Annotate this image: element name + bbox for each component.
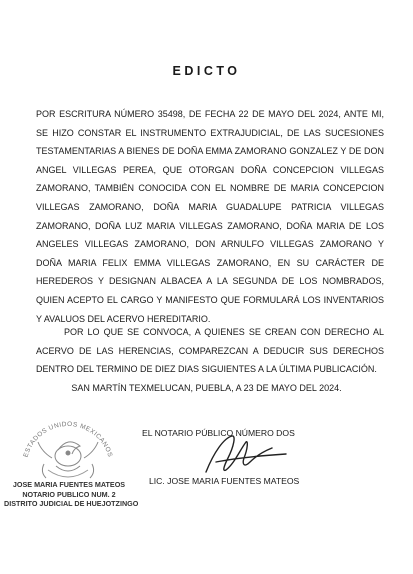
seal-arc-text: ESTADOS UNIDOS MEXICANOS [22, 420, 114, 459]
seal-line-name: JOSE MARIA FUENTES MATEOS [12, 480, 126, 489]
notary-title: EL NOTARIO PÚBLICO NÚMERO DOS [142, 428, 295, 438]
seal-line-office: NOTARIO PUBLICO NUM. 2 [22, 489, 116, 499]
place-and-date: SAN MARTÍN TEXMELUCAN, PUEBLA, A 23 DE MAYO DEL 2024. [71, 383, 342, 393]
document-title: EDICTO [172, 64, 241, 78]
mexican-coat-of-arms-icon [38, 442, 98, 478]
paragraph-summons: POR LO QUE SE CONVOCA, A QUIENES SE CREAN CON DERECHO AL ACERVO DE LAS HERENCIAS, COMPAREZCAN A DEDUCIR SUS DERECHOS DENTRO DEL TERMINO DE DIEZ DIAS SIGUIENTES A LA ÚLTIMA PUBLICACIÓN. [36, 327, 384, 375]
handwritten-signature [176, 432, 316, 480]
seal-line-district: DISTRITO JUDICIAL DE HUEJOTZINGO [4, 499, 139, 508]
notary-name: LIC. JOSE MARIA FUENTES MATEOS [149, 476, 300, 486]
seal-text-block [4, 480, 139, 509]
paragraph-deed: POR ESCRITURA NÚMERO 35498, DE FECHA 22 DE MAYO DEL 2024, ANTE MI, SE HIZO CONSTAR EL INSTRUMENTO EXTRAJUDICIAL, DE LAS SUCESIONES TESTAMENTARIAS A BIENES DE DOÑA EMMA ZAMORANO GONZALEZ Y DE DON ANGEL VILLEGAS PEREA, QUE OTORGAN DOÑA CONCEPCION VILLEGAS ZAMORANO, TAMBIÉN CONOCIDA CON EL NOMBRE DE MARIA CONCEPCION VILLEGAS ZAMORANO, DOÑA MARIA GUADALUPE PATRICIA VILLEGAS ZAMORANO, DOÑA LUZ MARIA VILLEGAS ZAMORANO, DOÑA MARIA DE LOS ANGELES VILLEGAS ZAMORANO, DON ARNULFO VILLEGAS ZAMORANO Y DOÑA MARIA FELIX EMMA VILLEGAS ZAMORANO, EN SU CARÁCTER DE HEREDEROS Y DESIGNAN ALBACEA A LA SEGUNDA DE LOS NOMBRADOS, QUIEN ACEPTO EL CARGO Y MANIFESTO QUE FORMULARÁ LOS INVENTARIOS Y AVALUOS DEL ACERVO HEREDITARIO. [36, 109, 384, 324]
